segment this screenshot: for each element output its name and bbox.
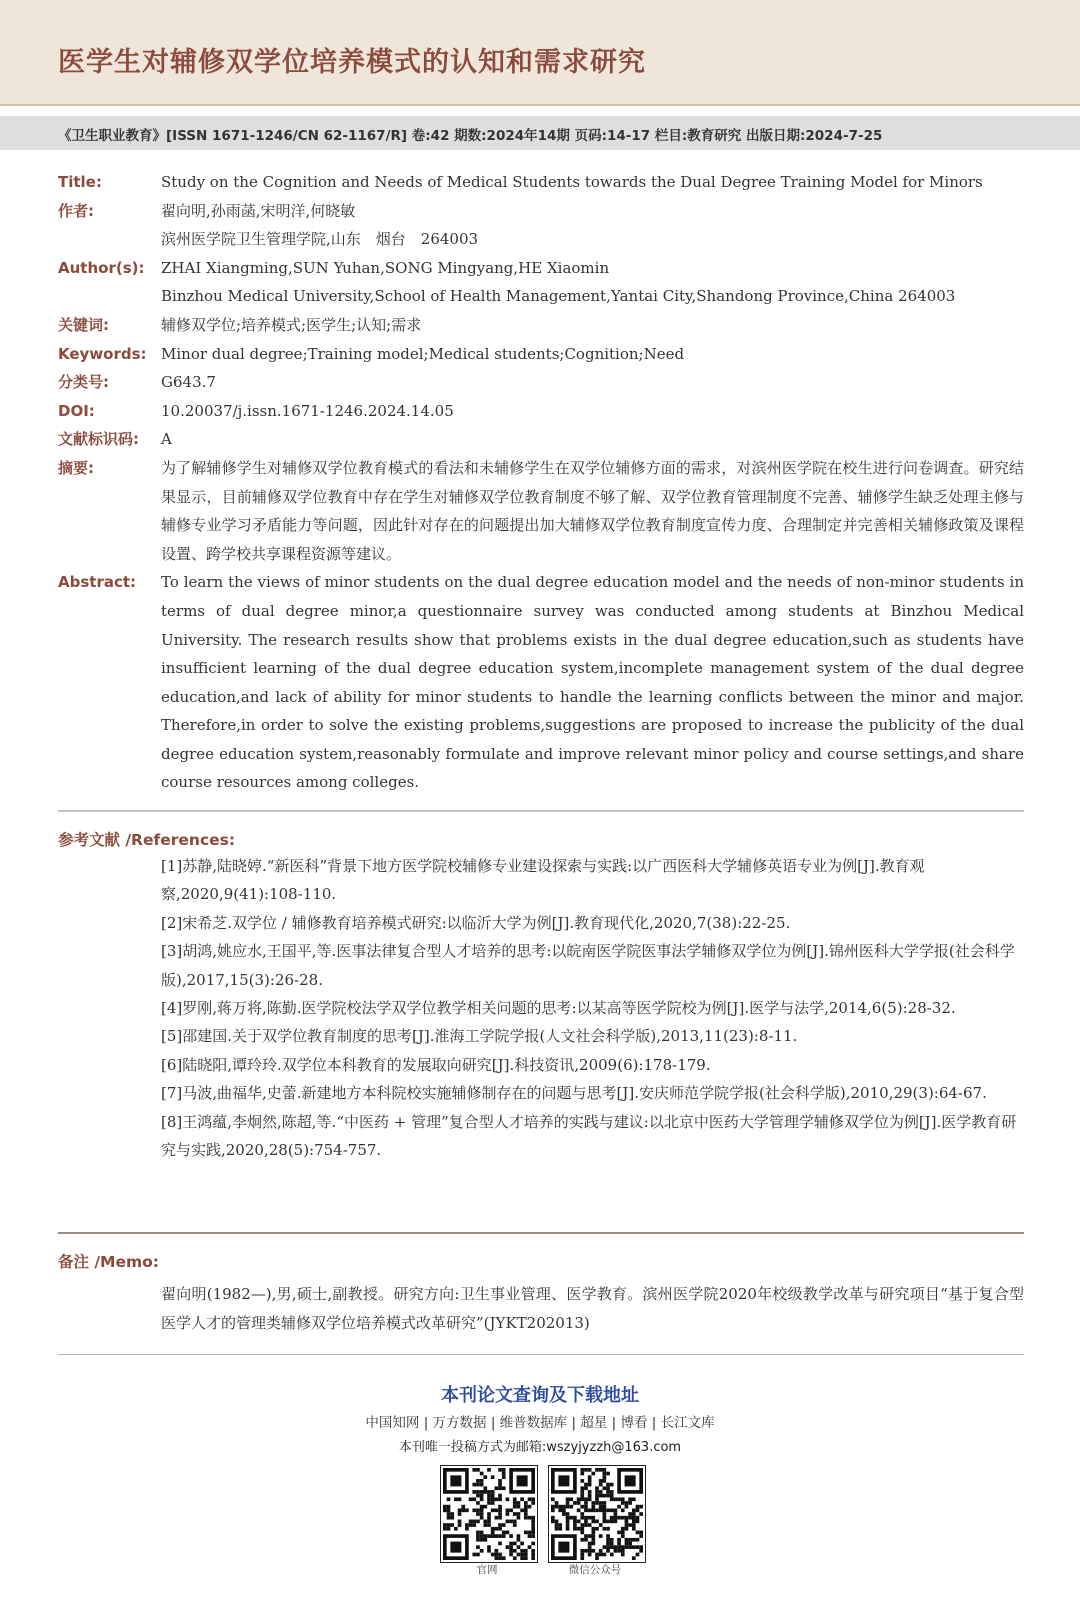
- doccode-value: A: [161, 430, 172, 449]
- class-label: 分类号:: [58, 373, 109, 392]
- authors-row: [58, 197, 1024, 226]
- memo-text: 翟向明(1982—),男,硕士,副教授。研究方向:卫生事业管理、医学教育。滨州医学院2020年校级教学改革与研究项目“基于复合型医学人才的管理类辅修双学位培养模式改革研究”(JYKT202013): [161, 1285, 1024, 1332]
- reference-item: [8]王鸿蕴,李炯然,陈超,等.“中医药 + 管理”复合型人才培养的实践与建议:以北京中医药大学管理学辅修双学位为例[J].医学教育研究与实践,2020,28(5):754-757.: [161, 1112, 1017, 1160]
- wechat-qr-caption: 微信公众号: [568, 1564, 622, 1576]
- divider: [58, 1232, 1024, 1234]
- keywords-cn-value: 辅修双学位;培养模式;医学生;认知;需求: [161, 315, 422, 334]
- authors-label: 作者:: [58, 201, 94, 220]
- keywords-cn-row: [58, 311, 1024, 340]
- abstract-cn-row: [58, 454, 1024, 568]
- keywords-en-label: Keywords:: [58, 344, 147, 363]
- reference-item: [5]邵建国.关于双学位教育制度的思考[J].淮海工学院学报(人文社会科学版),2013,11(23):8-11.: [161, 1027, 798, 1046]
- title-label: Title:: [58, 173, 102, 191]
- abstract-en-value: To learn the views of minor students on the dual degree education model and the needs of non-minor students in terms of dual degree minor,a questionnaire survey was conducted among students at Binzhou Medical University. The research results show that problems exists in the dual degree education,such as students have insufficient learning of the dual degree education system,incomplete management system of the dual degree education,and lack of ability for minor students to handle the learning conflicts between the minor and major. Therefore,in order to solve the existing problems,suggestions are proposed to increase the publicity of the dual degree education system,reasonably formulate and improve relevant minor policy and course settings,and share course resources among colleges.: [161, 573, 1024, 792]
- divider: [58, 1354, 1024, 1355]
- submission-email: 本刊唯一投稿方式为邮箱:wszyjyzzh@163.com: [398, 1440, 682, 1455]
- doccode-label: 文献标识码:: [58, 430, 139, 449]
- abstract-en-label: Abstract:: [58, 573, 137, 592]
- title-row: [58, 168, 1024, 197]
- references-heading: 参考文献 /References:: [58, 831, 236, 849]
- article-metadata: [58, 168, 1024, 797]
- reference-list: [161, 852, 1024, 1164]
- divider: [58, 810, 1024, 812]
- keywords-cn-label: 关键词:: [58, 315, 109, 334]
- doccode-row: [58, 425, 1024, 454]
- memo-heading: 备注 /Memo:: [58, 1253, 159, 1271]
- reference-item: [3]胡鸿,姚应水,王国平,等.医事法律复合型人才培养的思考:以皖南医学院医事法学辅修双学位为例[J].锦州医科大学学报(社会科学版),2017,15(3):26-28.: [161, 942, 1015, 989]
- class-row: [58, 368, 1024, 397]
- website-qr-code[interactable]: [441, 1466, 537, 1562]
- reference-item: [4]罗刚,蒋万将,陈勤.医学院校法学双学位教学相关问题的思考:以某高等医学院校为例[J].医学与法学,2014,6(5):28-32.: [161, 999, 956, 1018]
- affiliation-cn-row: [58, 225, 1024, 254]
- class-value: G643.7: [161, 373, 216, 392]
- authors-en-value: ZHAI Xiangming,SUN Yuhan,SONG Mingyang,HE Xiaomin: [161, 258, 610, 277]
- article-title: 医学生对辅修双学位培养模式的认知和需求研究: [58, 47, 646, 78]
- website-qr-caption: 官网: [476, 1564, 498, 1576]
- journal-info: 《卫生职业教育》[ISSN 1671-1246/CN 62-1167/R] 卷:42 期数:2024年14期 页码:14-17 栏目:教育研究 出版日期:2024-7-25: [58, 128, 883, 144]
- reference-item: [1]苏静,陆晓婷.“新医科”背景下地方医学院校辅修专业建设探索与实践:以广西医科大学辅修英语专业为例[J].教育观察,2020,9(41):108-110.: [161, 857, 925, 904]
- title-value: Study on the Cognition and Needs of Medical Students towards the Dual Degree Training Model for Minors: [161, 173, 983, 191]
- database-list: 中国知网 | 万方数据 | 维普数据库 | 超星 | 博看 | 长江文库: [365, 1415, 715, 1431]
- affiliation-en-row: [58, 282, 1024, 311]
- reference-item: [6]陆晓阳,谭玲玲.双学位本科教育的发展取向研究[J].科技资讯,2009(6):178-179.: [161, 1055, 711, 1074]
- authors-en-row: [58, 254, 1024, 283]
- wechat-qr-code[interactable]: [549, 1466, 645, 1562]
- abstract-cn-value: 为了解辅修学生对辅修双学位教育模式的看法和未辅修学生在双学位辅修方面的需求，对滨州医学院在校生进行问卷调查。研究结果显示，目前辅修双学位教育中存在学生对辅修双学位教育制度不够了解、双学位教育管理制度不完善、辅修学生缺乏处理主修与辅修专业学习矛盾能力等问题，因此针对存在的问题提出加大辅修双学位教育制度宣传力度、合理制定并完善相关辅修政策及课程设置、跨学校共享课程资源等建议。: [161, 458, 1024, 563]
- keywords-en-row: [58, 340, 1024, 369]
- authors-en-label: Author(s):: [58, 258, 145, 277]
- abstract-en-row: [58, 568, 1024, 797]
- title-band: [0, 0, 1080, 106]
- journal-info-bar: [0, 116, 1080, 150]
- doi-row: [58, 397, 1024, 426]
- doi-label: DOI:: [58, 401, 95, 420]
- reference-item: [2]宋希芝.双学位 / 辅修教育培养模式研究:以临沂大学为例[J].教育现代化,2020,7(38):22-25.: [161, 913, 791, 932]
- authors-value: 翟向明,孙雨菡,宋明洋,何晓敏: [161, 201, 356, 220]
- download-heading: 本刊论文查询及下载地址: [441, 1385, 639, 1406]
- keywords-en-value: Minor dual degree;Training model;Medical students;Cognition;Need: [161, 344, 685, 363]
- abstract-cn-label: 摘要:: [58, 458, 94, 477]
- reference-item: [7]马波,曲福华,史蕾.新建地方本科院校实施辅修制存在的问题与思考[J].安庆师范学院学报(社会科学版),2010,29(3):64-67.: [161, 1084, 987, 1103]
- affiliation-cn: 滨州医学院卫生管理学院,山东 烟台 264003: [161, 230, 479, 249]
- affiliation-en: Binzhou Medical University,School of Health Management,Yantai City,Shandong Province,China 264003: [161, 287, 956, 306]
- doi-value: 10.20037/j.issn.1671-1246.2024.14.05: [161, 401, 454, 420]
